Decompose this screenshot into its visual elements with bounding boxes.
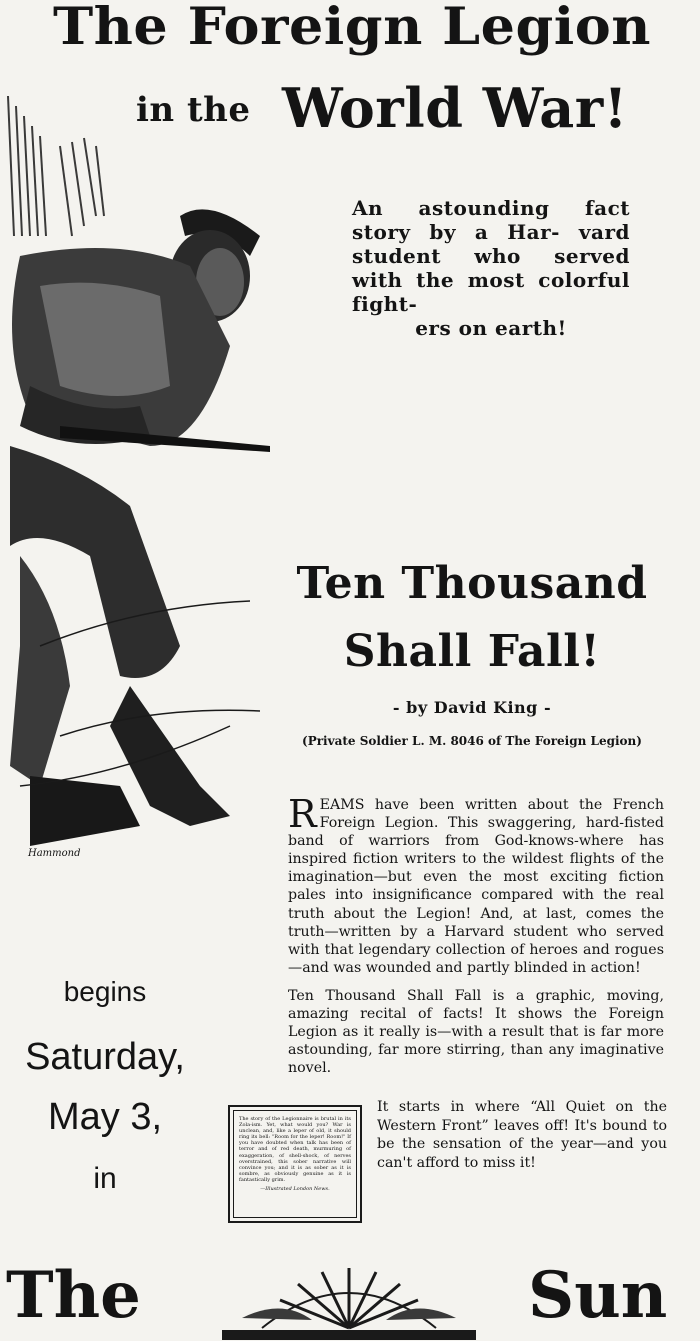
drop-cap: R <box>288 792 317 836</box>
teaser-line: fact story by a Har- <box>352 196 630 244</box>
press-quote-text: The story of the Legionnaire is brutal in its Zola-ism. Yet, what would you? War is unclean, and, like a leper of old, it should ring its bell: "Room for the leper! Room!" If you have doubted when talk has been of terror and of red death, murmuring of exaggeration, of shell-shock, of nerves overstrained, this sober narrative will convince you; and it is as sober as it is sombre, as obviously genuine as it is fantastically grim. <box>239 1116 351 1183</box>
teaser-line: served with the <box>352 244 631 292</box>
teaser-line: ers on earth! <box>415 316 567 340</box>
illustrator-signature: Hammond <box>28 848 81 859</box>
teaser-line: vard student who <box>352 220 630 268</box>
in-label: in <box>93 1162 117 1195</box>
teaser-line: An astounding <box>352 196 550 220</box>
body-paragraph-2: Ten Thousand Shall Fall is a graphic, moving, amazing recital of facts! It shows the Foreign Legion as it really is—with a result that is far more astounding, far more stirring, than any imaginative novel. <box>288 987 664 1077</box>
masthead-the: The <box>6 1258 141 1333</box>
date-label: May 3, <box>47 1096 163 1138</box>
headline-main: The Foreign Legion <box>52 0 652 57</box>
starts-text: It starts in where “All Quiet on the Western Front” leaves off! It's bound to be the sensation of the year—and you can't afford to miss it! <box>377 1099 667 1171</box>
story-title-line1: Ten Thousand <box>296 558 648 609</box>
day-label: Saturday, <box>25 1036 185 1078</box>
begins-label: begins <box>63 976 147 1007</box>
author-rank: (Private Soldier L. M. 8046 of The Foreign Legion) <box>302 734 642 748</box>
body-paragraph-1 <box>288 792 664 977</box>
headline-in-the: in the <box>136 90 251 130</box>
press-quote-source: —Illustrated London News. <box>260 1186 330 1193</box>
article-body <box>288 792 664 1087</box>
press-quote-box <box>228 1105 362 1223</box>
body-paragraph-1-text: EAMS have been written about the French Foreign Legion. This swaggering, hard-fisted band of warriors from God-knows-where has inspired fiction writers to the wildest flights of the imagination—but even the most exciting fiction pales into insignificance compared with the real truth about the Legion! And, at last, comes the truth—written by a Harvard student who served with that legendary collection of heroes and rogues—and was wounded and partly blinded in action! <box>288 797 664 976</box>
soldier-illustration <box>0 86 270 886</box>
headline-world-war: World War! <box>282 76 628 140</box>
story-title-line2: Shall Fall! <box>343 626 601 677</box>
sunrise-emblem-icon <box>222 1248 476 1340</box>
teaser-line: most colorful fight- <box>352 268 631 316</box>
masthead-sun: Sun <box>528 1258 668 1333</box>
byline: - by David King - <box>392 698 552 717</box>
press-quote-inner <box>233 1110 357 1218</box>
teaser-text <box>352 196 630 340</box>
